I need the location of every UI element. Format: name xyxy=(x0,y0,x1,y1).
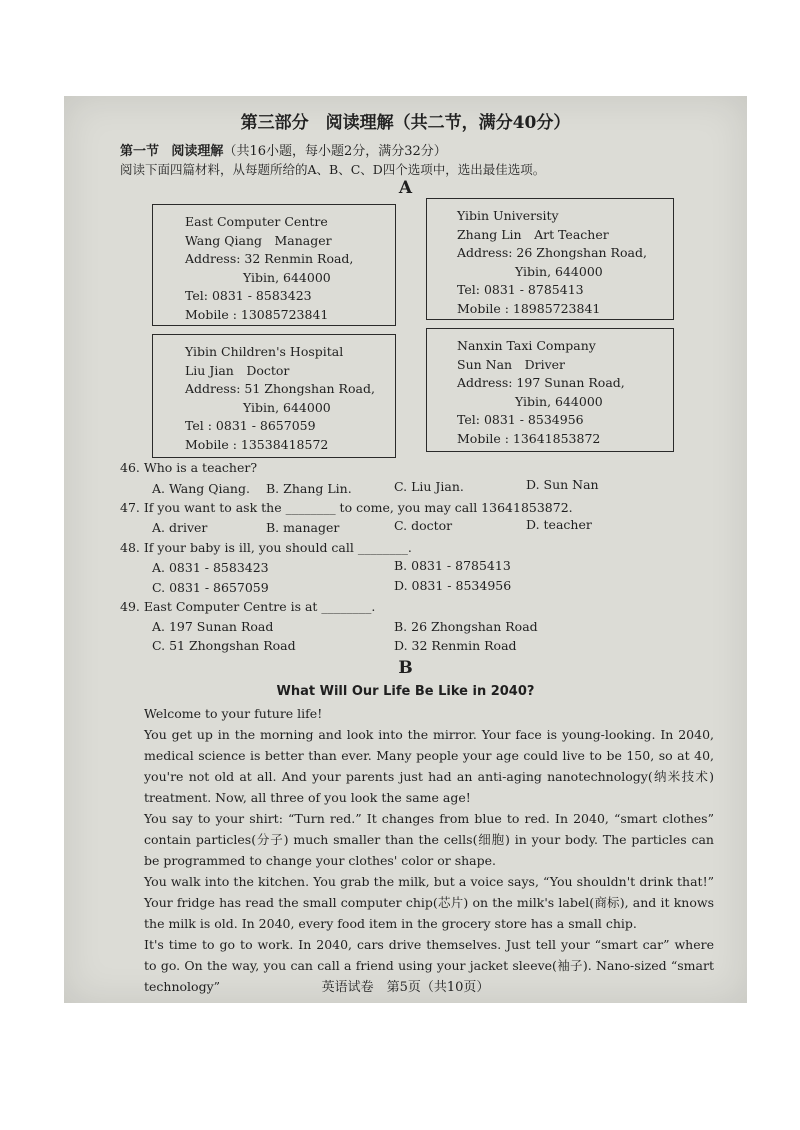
option-d: D. 32 Renmin Road xyxy=(394,638,517,653)
option-d: D. Sun Nan xyxy=(526,477,599,492)
card-city: Yibin, 644000 xyxy=(515,393,603,409)
card-city: Yibin, 644000 xyxy=(243,269,331,285)
option-a: A. 0831 - 8583423 xyxy=(152,560,269,575)
paragraph-text: It's time to go to work. In 2040, cars drive themselves. Just tell your “smart car” where to go. On the way, you can call a friend using your jacket sleeve(袖子). Nano-sized “smart technology” xyxy=(144,937,714,994)
card-mobile: Mobile : 18985723841 xyxy=(457,300,601,316)
card-mobile: Mobile : 13641853872 xyxy=(457,430,601,446)
question-48-stem: 48. If your baby is ill, you should call ________. xyxy=(120,540,412,555)
exam-page xyxy=(64,96,747,1003)
section-heading xyxy=(120,140,447,159)
card-city: Yibin, 644000 xyxy=(243,399,331,415)
card-tel: Tel: 0831 - 8785413 xyxy=(457,282,584,298)
paragraph-text: You walk into the kitchen. You grab the milk, but a voice says, “You shouldn't drink that!” Your fridge has read the small computer chip(芯片) on the milk's label(商标), and it knows the milk is old. In 2040, every food item in the grocery store has a small chip. xyxy=(144,874,714,931)
question-49-stem: 49. East Computer Centre is at ________. xyxy=(120,599,376,614)
business-card xyxy=(426,328,674,452)
option-b: B. manager xyxy=(266,520,340,535)
paragraph-text: You get up in the morning and look into the mirror. Your face is young-looking. In 2040, medical science is better than ever. Many people your age could live to be 150, so at 40, you're not old at all. And your parents just had an anti-aging nanotechnology(纳米技术) treatment. Now, all three of you look the same age! xyxy=(144,727,714,805)
passage-b-title: What Will Our Life Be Like in 2040? xyxy=(276,684,535,699)
option-d: D. teacher xyxy=(526,517,592,532)
option-c: C. 0831 - 8657059 xyxy=(152,580,269,595)
card-company: East Computer Centre xyxy=(185,214,328,229)
question-47-stem: 47. If you want to ask the ________ to come, you may call 13641853872. xyxy=(120,500,573,515)
passage-b-letter: B xyxy=(398,658,413,678)
page-footer: 英语试卷 第5页（共10页） xyxy=(321,980,490,995)
option-c: C. doctor xyxy=(394,518,453,533)
option-b: B. 0831 - 8785413 xyxy=(394,558,511,573)
card-mobile: Mobile : 13538418572 xyxy=(185,436,329,452)
card-tel: Tel: 0831 - 8534956 xyxy=(457,412,584,428)
card-address: Address: 197 Sunan Road, xyxy=(457,375,625,391)
paragraph-text: You say to your shirt: “Turn red.” It changes from blue to red. In 2040, “smart clothes” contain particles(分子) much smaller than the cells(细胞) in your body. The particles can be programmed to change your clothes' color or shape. xyxy=(144,811,714,868)
paragraph xyxy=(118,724,714,808)
option-c: C. Liu Jian. xyxy=(394,479,464,494)
card-mobile: Mobile : 13085723841 xyxy=(185,306,329,322)
paragraph xyxy=(118,871,714,934)
card-address: Address: 26 Zhongshan Road, xyxy=(457,245,647,261)
card-tel: Tel: 0831 - 8583423 xyxy=(185,288,312,304)
part-title: 第三部分 阅读理解（共二节，满分40分） xyxy=(240,113,571,133)
card-name-title: Liu Jian Doctor xyxy=(185,362,290,378)
option-d: D. 0831 - 8534956 xyxy=(394,578,512,593)
card-city: Yibin, 644000 xyxy=(515,263,603,279)
business-card xyxy=(426,198,674,320)
section-detail: （共16小题，每小题2分，满分32分） xyxy=(223,144,447,159)
card-name-title: Wang Qiang Manager xyxy=(185,232,332,248)
paragraph xyxy=(118,703,714,724)
card-tel: Tel : 0831 - 8657059 xyxy=(185,418,316,434)
section-title: 阅读理解 xyxy=(171,144,224,159)
question-46-stem: 46. Who is a teacher? xyxy=(120,460,258,475)
option-a: A. Wang Qiang. xyxy=(152,481,250,496)
card-name-title: Zhang Lin Art Teacher xyxy=(457,226,609,242)
card-company: Yibin University xyxy=(457,208,559,223)
passage-a-letter: A xyxy=(398,178,413,198)
business-card xyxy=(152,204,396,326)
paragraph-text: Welcome to your future life! xyxy=(144,706,323,721)
card-company: Nanxin Taxi Company xyxy=(457,338,596,353)
paragraph xyxy=(118,808,714,871)
card-address: Address: 32 Renmin Road, xyxy=(185,251,354,267)
card-name-title: Sun Nan Driver xyxy=(457,356,566,372)
option-b: B. 26 Zhongshan Road xyxy=(394,619,538,634)
option-a: A. driver xyxy=(152,520,208,535)
option-a: A. 197 Sunan Road xyxy=(152,619,274,634)
business-card xyxy=(152,334,396,458)
option-b: B. Zhang Lin. xyxy=(266,481,352,496)
card-address: Address: 51 Zhongshan Road, xyxy=(185,381,375,397)
option-c: C. 51 Zhongshan Road xyxy=(152,638,296,653)
section-label: 第一节 xyxy=(120,144,160,159)
section-instruction: 阅读下面四篇材料，从每题所给的A、B、C、D四个选项中，选出最佳选项。 xyxy=(120,162,546,177)
card-company: Yibin Children's Hospital xyxy=(185,344,344,359)
